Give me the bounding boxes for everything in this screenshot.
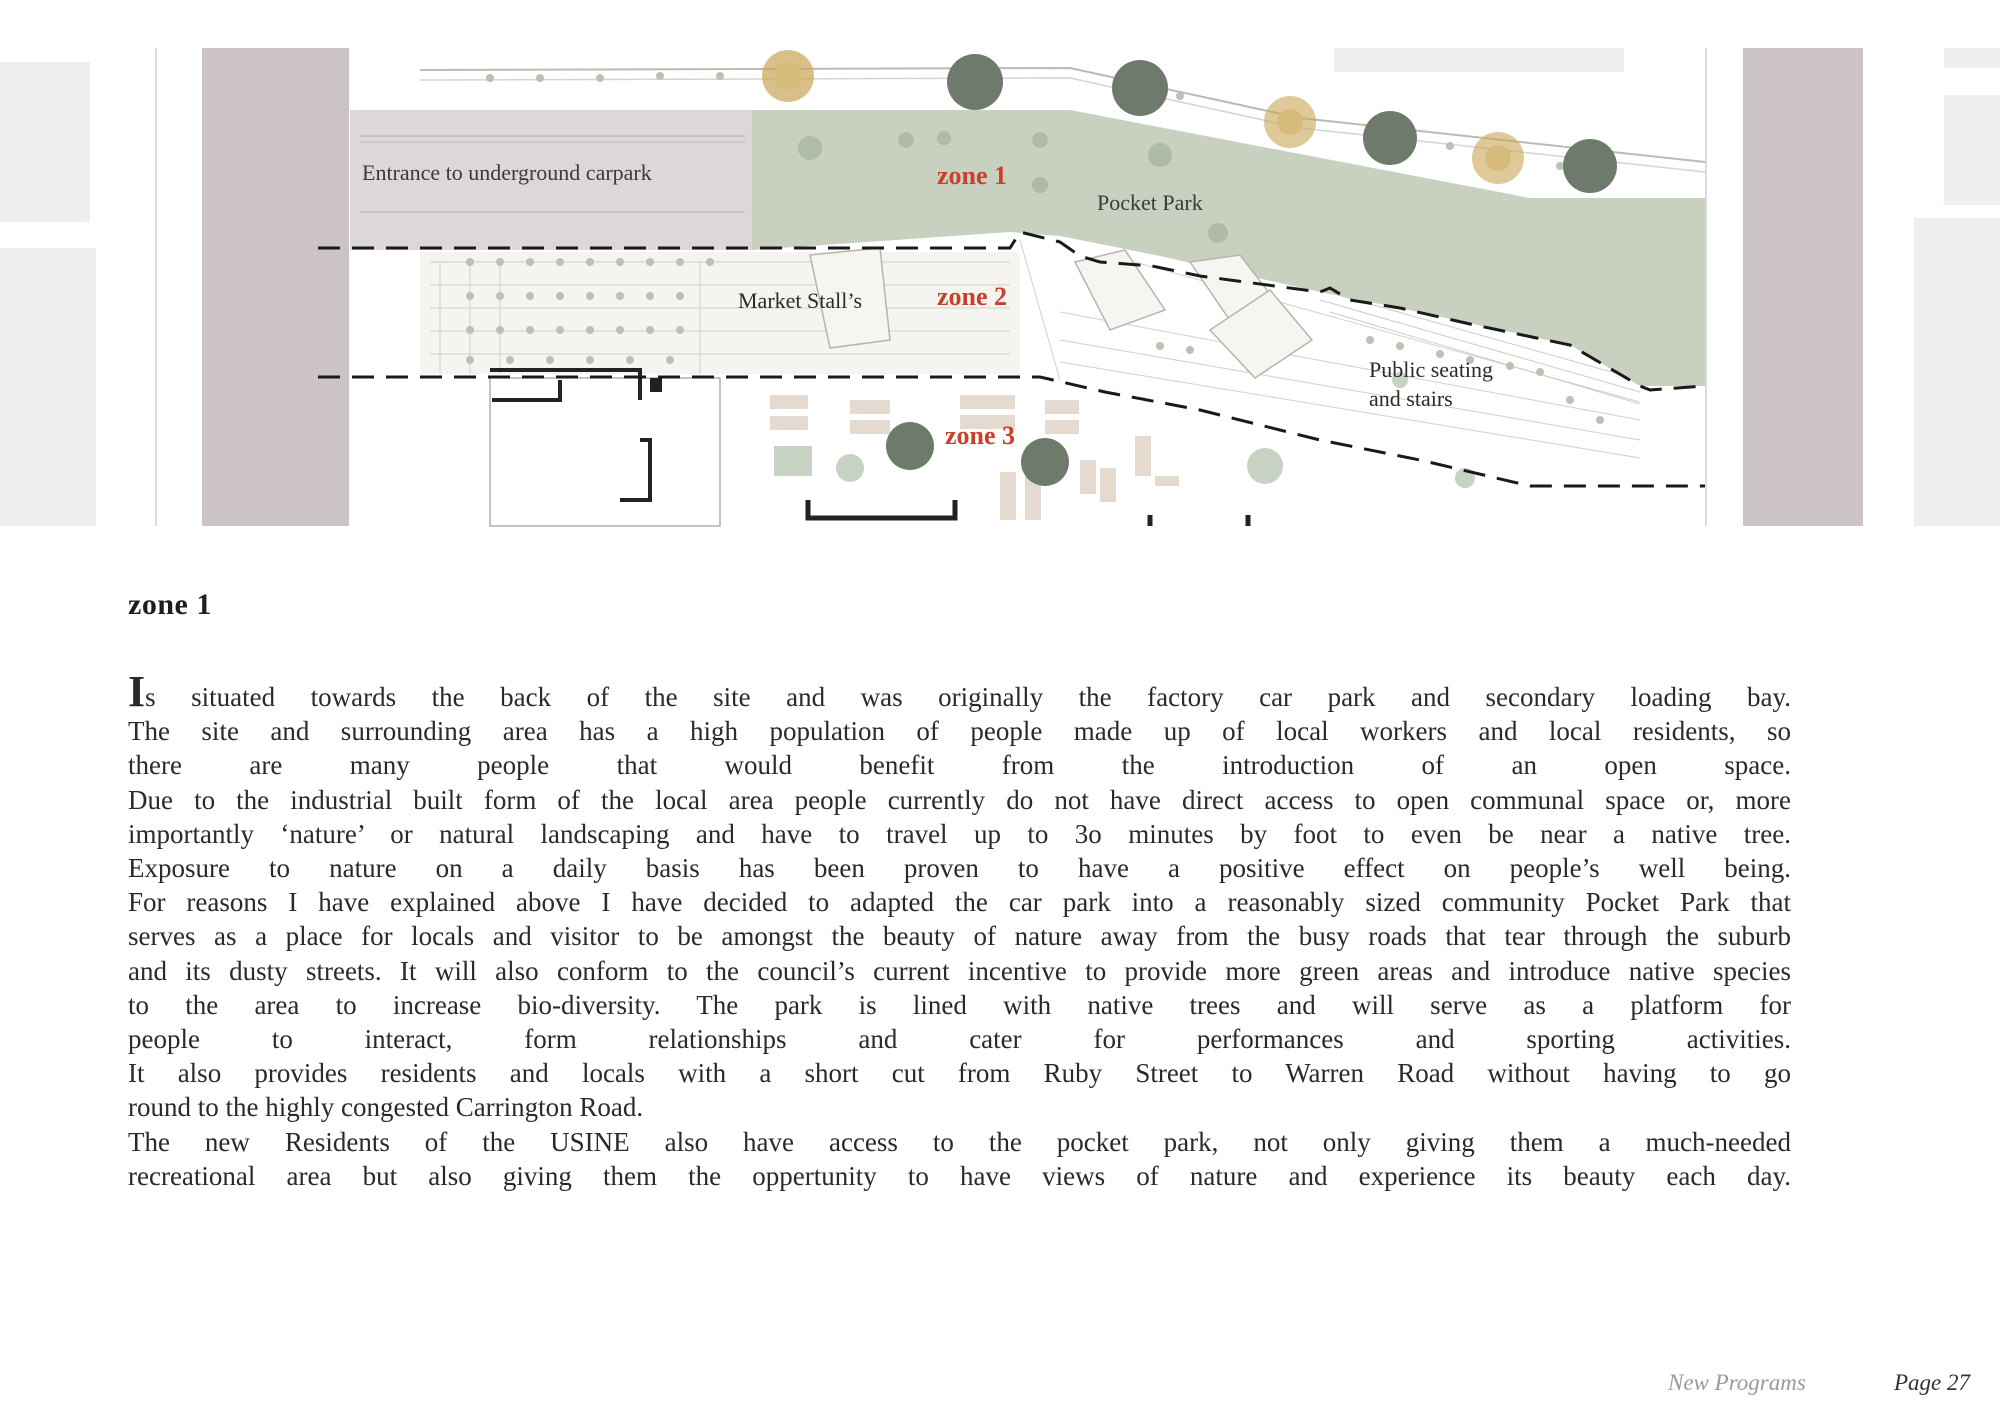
paragraph-line: The site and surrounding area has a high population of people made up of local workers and local residents, so: [128, 716, 1791, 747]
label-zone-1: zone 1: [937, 161, 1008, 190]
tree-icon: [1112, 60, 1168, 116]
paragraph-line: It also provides residents and locals with a short cut from Ruby Street to Warren Road without having to go: [128, 1058, 1791, 1089]
paragraph-line: For reasons I have explained above I have decided to adapted the car park into a reasonably sized community Pocket Park that: [128, 887, 1791, 918]
tree-icon: [1021, 438, 1069, 486]
label-and-stairs: and stairs: [1369, 386, 1453, 411]
body-text: [128, 667, 1791, 1193]
label-carpark-entrance: Entrance to underground carpark: [362, 160, 652, 185]
tree-icon: [762, 50, 814, 102]
site-plan: [0, 0, 2000, 530]
paragraph-line: and its dusty streets. It will also conform to the council’s current incentive to provide more green areas and introduce native species: [128, 955, 1791, 986]
paragraph-line: Exposure to nature on a daily basis has been proven to have a positive effect on people’s well being.: [128, 853, 1791, 884]
footer-section-title: New Programs: [1668, 1370, 1806, 1395]
paragraph-line: The new Residents of the USINE also have access to the pocket park, not only giving them a much-needed: [128, 1126, 1791, 1157]
tree-icon: [1264, 96, 1316, 148]
paragraph-line: recreational area but also giving them the oppertunity to have views of nature and experience its beauty each day.: [128, 1160, 1791, 1191]
label-market-stalls: Market Stall’s: [738, 288, 863, 313]
tree-icon: [1563, 139, 1617, 193]
section-heading: zone 1: [128, 588, 212, 621]
label-pocket-park: Pocket Park: [1097, 190, 1203, 215]
building-left: [202, 48, 349, 526]
tree-icon: [886, 422, 934, 470]
tree-icon: [1472, 132, 1524, 184]
paragraph-line: to the area to increase bio-diversity. The park is lined with native trees and will serve as a platform for: [128, 989, 1791, 1020]
paragraph-line: people to interact, form relationships and cater for performances and sporting activities.: [128, 1024, 1791, 1055]
page-number: Page 27: [1894, 1370, 1971, 1395]
label-zone-3: zone 3: [945, 421, 1016, 450]
drop-cap: I: [128, 667, 146, 716]
paragraph-line: importantly ‘nature’ or natural landscaping and have to travel up to 3o minutes by foot to even be near a native tree.: [128, 818, 1791, 849]
paragraph-line: Is situated towards the back of the site and was originally the factory car park and secondary loading bay.: [128, 667, 1791, 716]
tree-icon: [1363, 111, 1417, 165]
tree-icon: [947, 54, 1003, 110]
paragraph-line: there are many people that would benefit from the introduction of an open space.: [128, 750, 1791, 781]
paragraph-line: serves as a place for locals and visitor to be amongst the beauty of nature away from the busy roads that tear through the suburb: [128, 921, 1791, 952]
building-right: [1743, 48, 1863, 526]
paragraph-line: round to the highly congested Carrington Road.: [128, 1092, 644, 1123]
label-zone-2: zone 2: [937, 282, 1008, 311]
label-public-seating: Public seating: [1369, 357, 1494, 382]
paragraph-line: Due to the industrial built form of the local area people currently do not have direct access to open communal space or, more: [128, 784, 1791, 815]
